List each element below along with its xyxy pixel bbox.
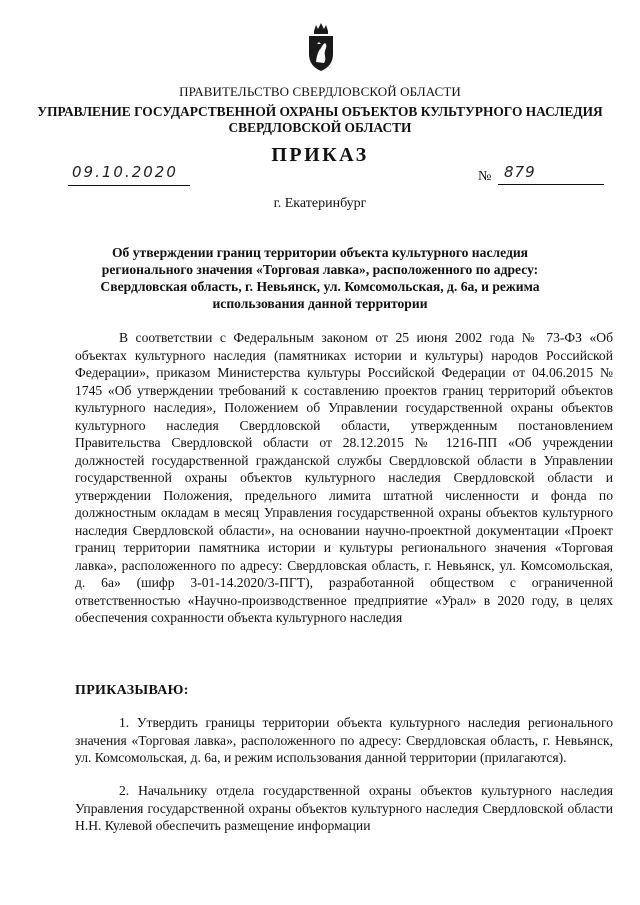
document-type-title: ПРИКАЗ	[271, 144, 369, 166]
city: г. Екатеринбург	[273, 196, 367, 211]
order-item-2: 2. Начальнику отдела государственной охраны объектов культурного наследия Управления государственной охраны объектов культурного наследия Свердловской области Н.Н. Кулевой обеспечить размещение информации	[75, 783, 613, 833]
order-date: 09.10.2020	[72, 163, 178, 181]
order-number: 879	[504, 163, 536, 181]
order-subject: Об утверждении границ территории объекта культурного наследия регионального значения «Торговая лавка», расположенного по адресу: Свердловская область, г. Невьянск, ул. Комсомольская, д. 6а, и режима использования данной территории	[100, 245, 540, 311]
sverdlovsk-coat-of-arms-icon	[305, 22, 337, 72]
order-date-field	[68, 163, 190, 186]
order-number-field	[478, 165, 604, 185]
government-name: ПРАВИТЕЛЬСТВО СВЕРДЛОВСКОЙ ОБЛАСТИ	[179, 84, 461, 99]
order-item-1: 1. Утвердить границы территории объекта культурного наследия регионального значения «Торговая лавка», расположенного по адресу: Свердловская область, г. Невьянск, ул. Комсомольская, д. 6а, и режим использования данной территории (прилагаются).	[75, 715, 613, 765]
preamble-paragraph: В соответствии с Федеральным законом от 25 июня 2002 года № 73-ФЗ «Об объектах культурного наследия (памятниках истории и культуры) народов Российской Федерации», приказом Министерства культуры Российской Федерации от 04.06.2015 № 1745 «Об утверждении требований к составлению проектов границ территорий объектов культурного наследия», Положением об Управлении государственной охраны объектов культурного наследия Свердловской области, утвержденным постановлением Правительства Свердловской области от 28.12.2015 № 1216-ПП «Об учреждении должностей государственной гражданской службы Свердловской области в Управлении государственной охраны объектов культурного наследия Свердловской области и утверждении Положения, предельного лимита штатной численности и фонда по должностным окладам в месяц Управления государственной охраны объектов культурного наследия Свердловской области», на основании научно-проектной документации «Проект границ территории памятника истории и культуры регионального значения «Торговая лавка», расположенного по адресу: Свердловская область, г. Невьянск, ул. Комсомольская, д. 6а» (шифр 3-01-14.2020/3-ПГТ), разработанной обществом с ограниченной ответственностью «Научно-производственное предприятие «Урал» в 2020 году, в целях обеспечения сохранности объекта культурного наследия	[75, 330, 613, 625]
order-number-label: №	[478, 169, 492, 184]
order-directive-heading: ПРИКАЗЫВАЮ:	[75, 683, 189, 698]
department-name	[0, 104, 640, 136]
order-number-underline	[498, 184, 604, 185]
department-name-line2: СВЕРДЛОВСКОЙ ОБЛАСТИ	[228, 120, 412, 135]
department-name-line1: УПРАВЛЕНИЕ ГОСУДАРСТВЕННОЙ ОХРАНЫ ОБЪЕКТОВ КУЛЬТУРНОГО НАСЛЕДИЯ	[37, 104, 603, 119]
